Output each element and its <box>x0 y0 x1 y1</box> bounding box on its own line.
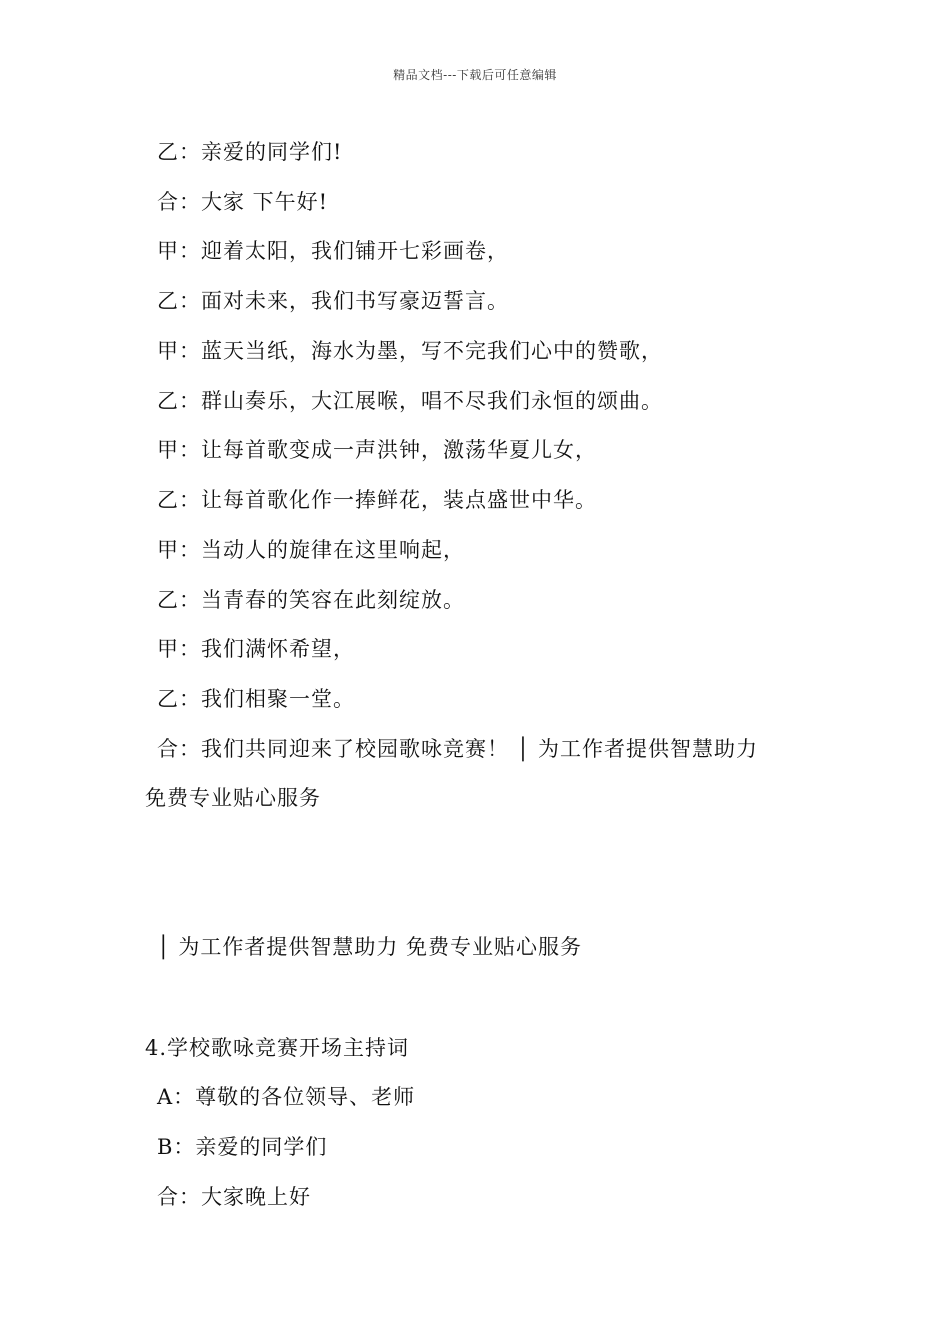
section-line: B：亲爱的同学们 <box>157 1135 328 1159</box>
dialogue-line: 甲：蓝天当纸，海水为墨，写不完我们心中的赞歌， <box>157 339 663 363</box>
dialogue-line: 乙：我们相聚一堂。 <box>157 687 355 711</box>
continuation-text: 免费专业贴心服务 <box>145 786 321 810</box>
dialogue-line: 乙：当青春的笑容在此刻绽放。 <box>157 588 465 612</box>
section-line: A：尊敬的各位领导、老师 <box>157 1085 416 1109</box>
dialogue-line: 合：大家 下午好! <box>157 190 329 214</box>
dialogue-line: 乙：群山奏乐，大江展喉，唱不尽我们永恒的颂曲。 <box>157 389 663 413</box>
footer-slogan: │ 为工作者提供智慧助力 免费专业贴心服务 <box>157 935 582 959</box>
dialogue-line: 乙：面对未来，我们书写豪迈誓言。 <box>157 289 509 313</box>
dialogue-line: 合：我们共同迎来了校园歌咏竞赛！ │ 为工作者提供智慧助力 <box>157 737 758 761</box>
dialogue-line: 甲：当动人的旋律在这里响起， <box>157 538 465 562</box>
dialogue-line: 乙：亲爱的同学们! <box>157 140 343 164</box>
dialogue-line: 乙：让每首歌化作一捧鲜花，装点盛世中华。 <box>157 488 597 512</box>
section-title: 4.学校歌咏竞赛开场主持词 <box>145 1036 410 1060</box>
section-line: 合：大家晚上好 <box>157 1185 311 1209</box>
dialogue-line: 甲：我们满怀希望， <box>157 637 355 661</box>
dialogue-line: 甲：迎着太阳，我们铺开七彩画卷， <box>157 239 509 263</box>
page-header: 精品文档---下载后可任意编辑 <box>393 68 557 82</box>
dialogue-line: 甲：让每首歌变成一声洪钟，激荡华夏儿女， <box>157 438 597 462</box>
